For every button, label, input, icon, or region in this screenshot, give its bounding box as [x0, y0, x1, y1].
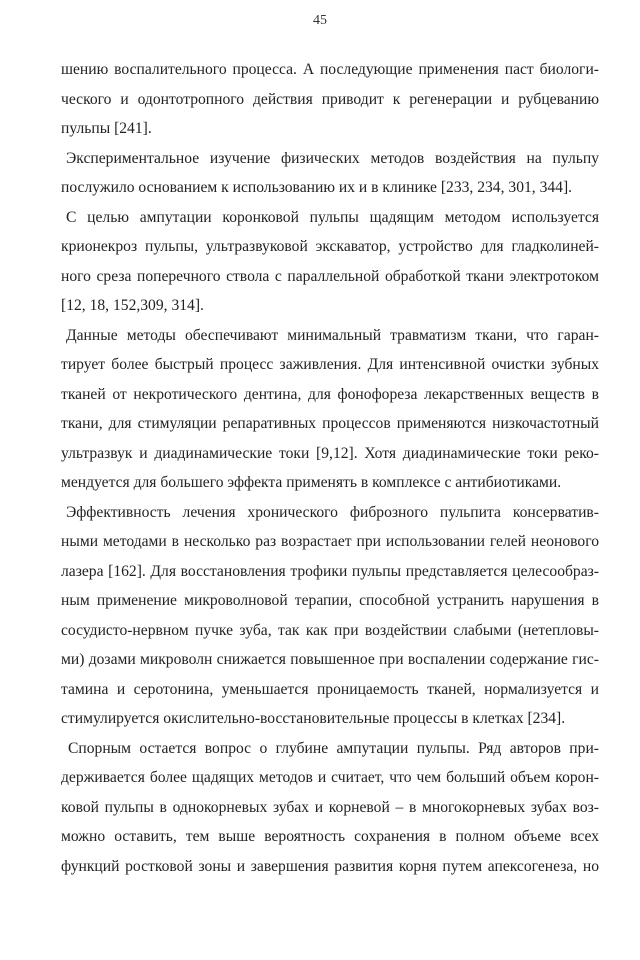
text-line: ческого и одонтотропного действия приводит к регенерации и рубцеванию [61, 91, 599, 108]
text-line: стимулируется окислительно-восстановительные процессы в клетках [234]. [61, 710, 566, 727]
text-line: ультразвук и диадинамические токи [9,12]. Хотя диадинамические токи реко- [61, 445, 599, 462]
text-line: ного среза поперечного ствола с параллельной обработкой ткани электротоком [61, 268, 599, 285]
text-line: мендуется для большего эффекта применять в комплексе с антибиотиками. [61, 474, 562, 491]
text-line: можно оставить, тем выше вероятность сохранения в полном объеме всех [61, 828, 599, 845]
text-line: тамина и серотонина, уменьшается проницаемость тканей, нормализуется и [61, 681, 599, 698]
text-line: тирует более быстрый процесс заживления. Для интенсивной очистки зубных [61, 356, 599, 373]
text-line: [12, 18, 152,309, 314]. [61, 297, 204, 314]
text-line: ткани, для стимуляции репаративных процессов применяются низкочастотный [61, 415, 599, 432]
text-line: функций ростковой зоны и завершения развития корня путем апексогенеза, но [61, 858, 599, 875]
text-line: лазера [162]. Для восстановления трофики пульпы представляется целесообраз- [61, 563, 599, 580]
text-line: Экспериментальное изучение физических методов воздействия на пульпу [66, 150, 599, 167]
text-line: ковой пульпы в однокорневых зубах и корневой – в многокорневых зубах воз- [61, 799, 599, 816]
text-line: шению воспалительного процесса. А последующие применения паст биологи- [61, 61, 599, 78]
text-line: сосудисто-нервном пучке зуба, так как при воздействии слабыми (нетепловы- [61, 622, 599, 639]
text-line: ным применение микроволновой терапии, способной устранить нарушения в [61, 592, 599, 609]
text-line: ми) дозами микроволн снижается повышенное при воспалении содержание гис- [61, 651, 599, 668]
text-line: тканей от некротического дентина, для фонофореза лекарственных веществ в [61, 386, 599, 403]
text-line: послужило основанием к использованию их и в клинике [233, 234, 301, 344]. [61, 179, 573, 196]
text-line: Эффективность лечения хронического фиброзного пульпита консерватив- [66, 504, 599, 521]
page-number: 45 [313, 13, 327, 28]
text-line: Спорным остается вопрос о глубине ампутации пульпы. Ряд авторов при- [68, 740, 599, 757]
text-line: Данные методы обеспечивают минимальный травматизм ткани, что гаран- [66, 327, 599, 344]
text-line: ными методами в несколько раз возрастает при использовании гелей неонового [61, 533, 599, 550]
text-line: С целью ампутации коронковой пульпы щадящим методом используется [66, 209, 599, 226]
text-line: крионекроз пульпы, ультразвуковой экскаватор, устройство для гладколиней- [61, 238, 599, 255]
text-line: пульпы [241]. [61, 120, 152, 137]
text-line: держивается более щадящих методов и считает, что чем больший объем корон- [61, 769, 599, 786]
